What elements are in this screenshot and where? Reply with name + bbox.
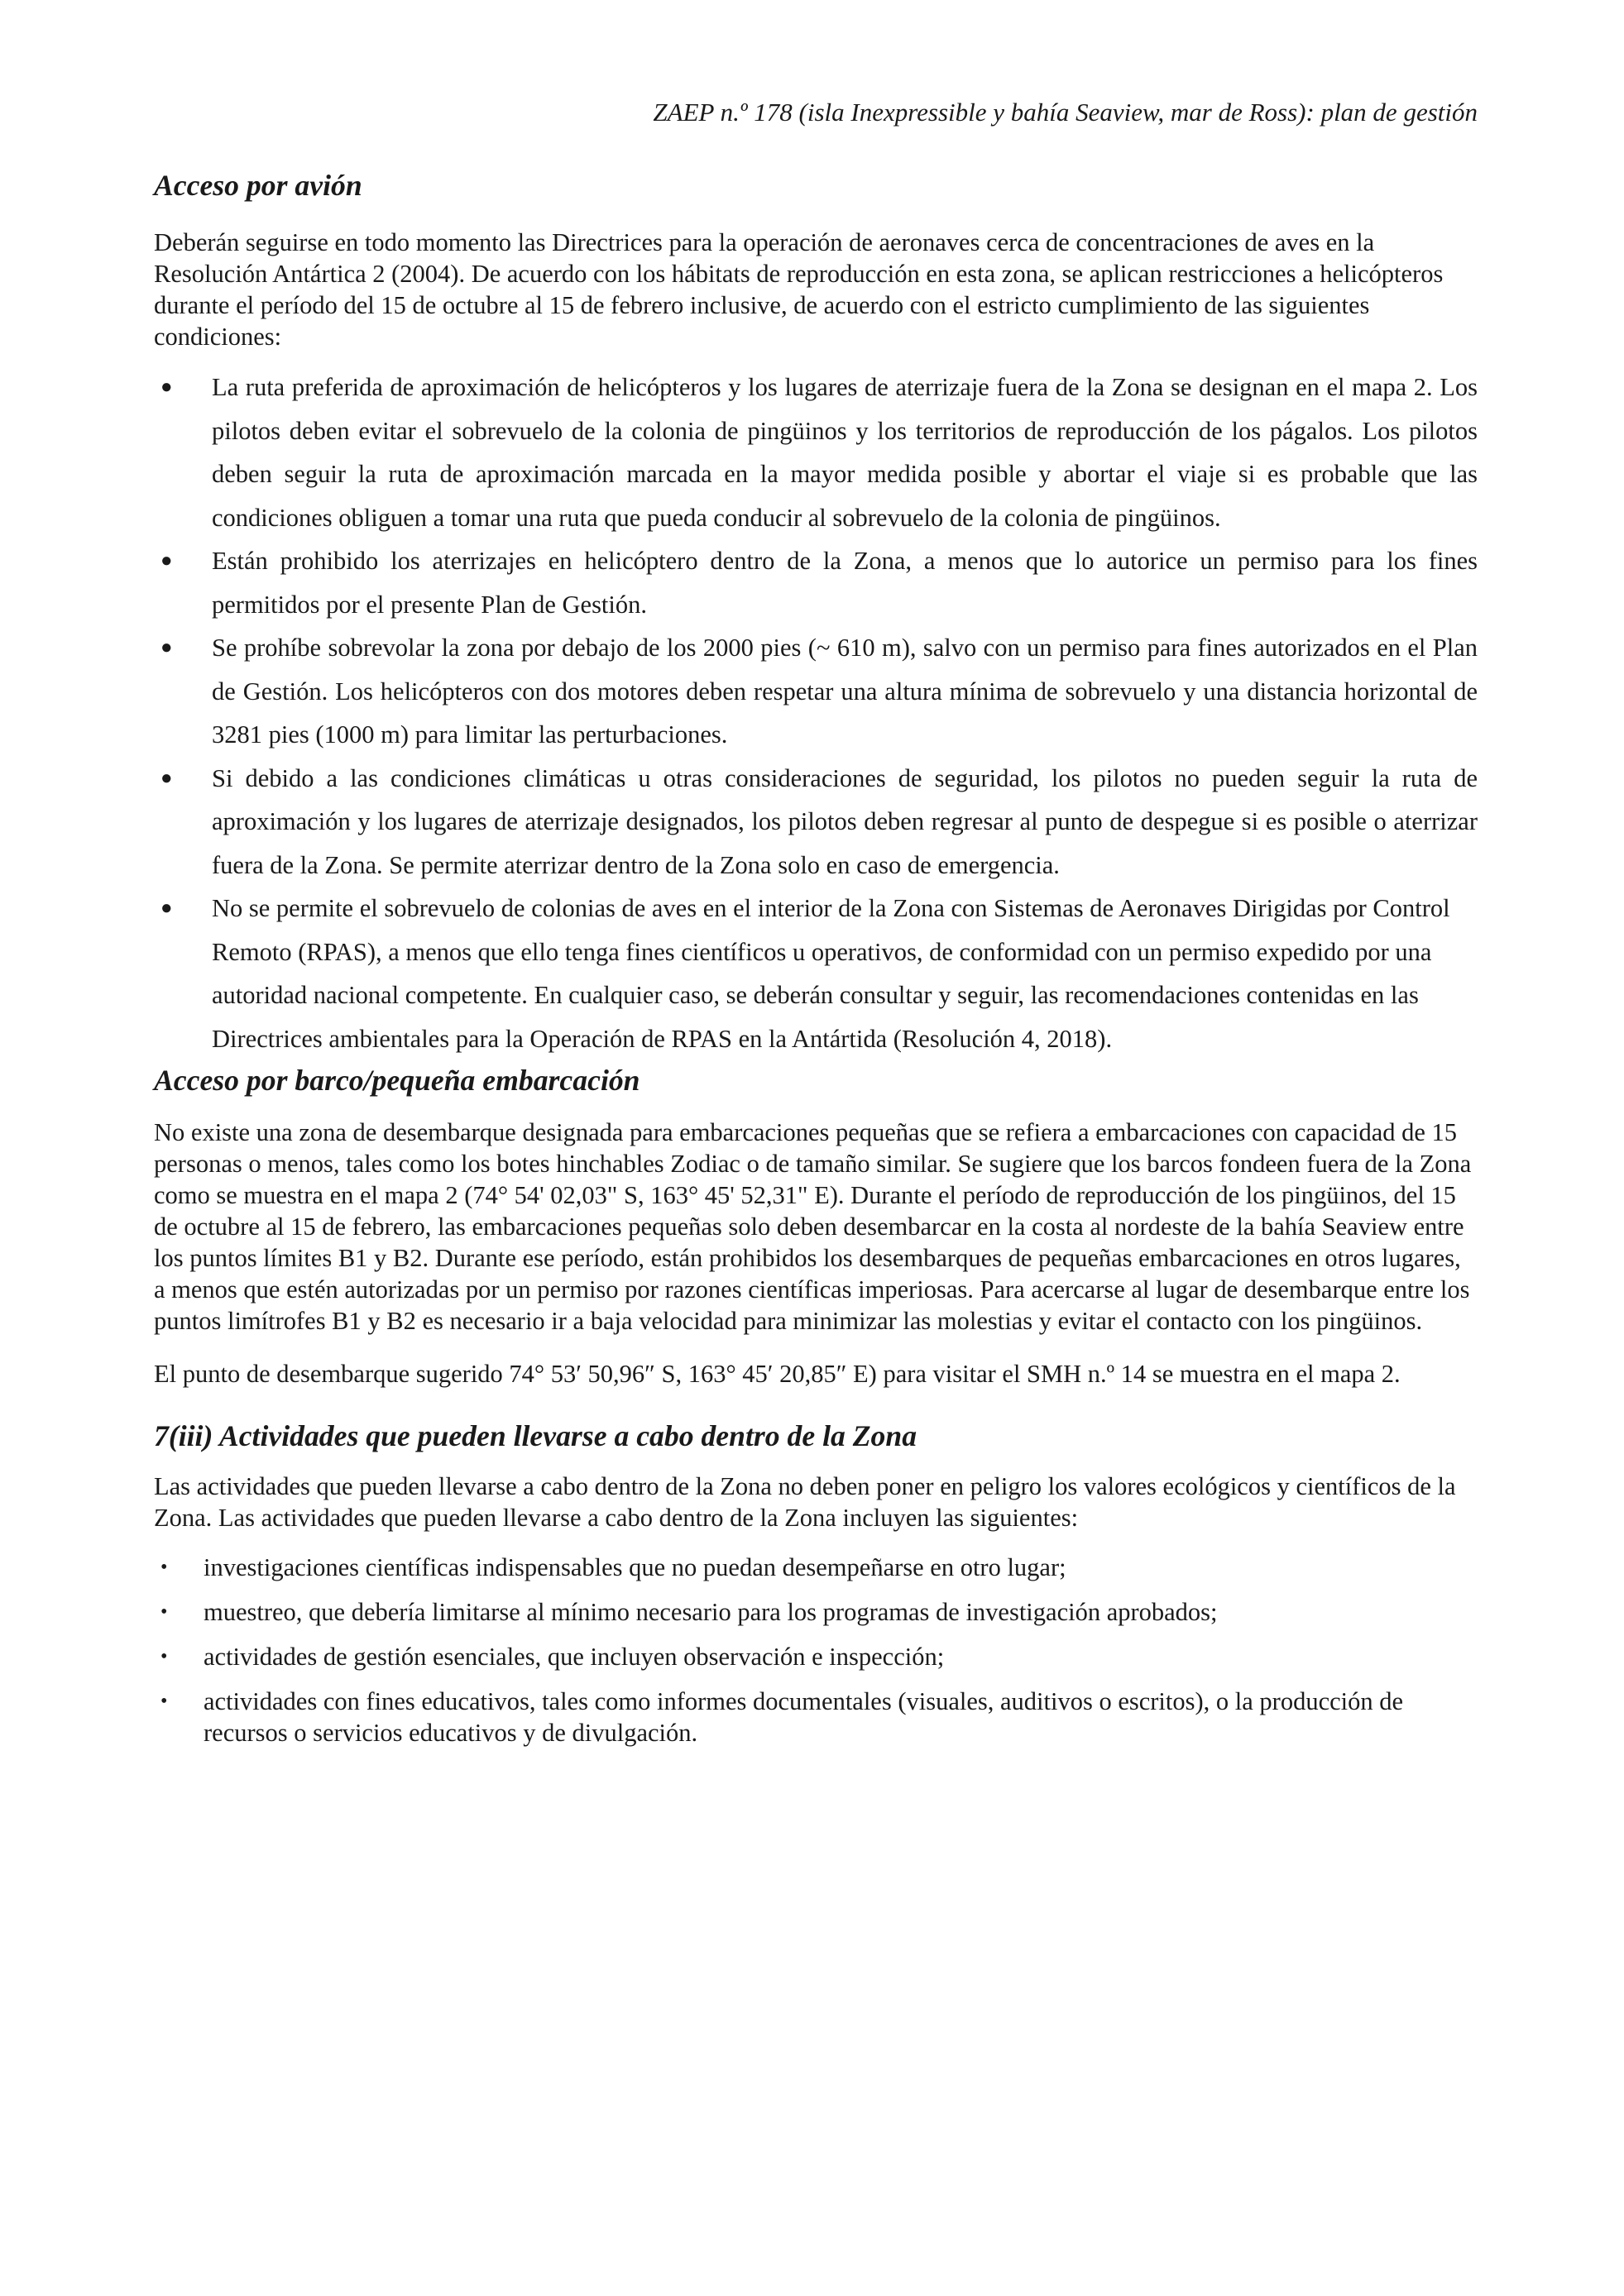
- air-access-conditions-list: [154, 366, 1478, 1060]
- list-item: [154, 757, 1478, 887]
- list-item: [154, 887, 1478, 1060]
- list-item: [154, 1552, 1478, 1583]
- list-item-text: No se permite el sobrevuelo de colonias de aves en el interior de la Zona con Sistemas de Aeronaves Dirigidas por Control Remoto (RPAS), a menos que ello tenga fines científicos u operativos, de conformidad con un permiso expedido por una autoridad nacional competente. En cualquier caso, se deberán consultar y seguir, las recomendaciones contenidas en las Directrices ambientales para la Operación de RPAS en la Antártida (Resolución 4, 2018).: [212, 894, 1450, 1053]
- page-content: [154, 169, 1478, 1762]
- boat-access-paragraph-2: El punto de desembarque sugerido 74° 53′ 50,96″ S, 163° 45′ 20,85″ E) para visitar el SMH n.º 14 se muestra en el mapa 2.: [154, 1360, 1401, 1388]
- bullet-icon: ●: [160, 376, 173, 398]
- bullet-icon: •: [160, 1601, 168, 1623]
- bullet-icon: •: [160, 1646, 168, 1667]
- list-item: [154, 626, 1478, 757]
- heading-activities: 7(iii) Actividades que pueden llevarse a cabo dentro de la Zona: [154, 1419, 917, 1452]
- list-item-text: muestreo, que debería limitarse al mínimo necesario para los programas de investigación aprobados;: [204, 1598, 1218, 1626]
- list-item: [154, 1596, 1478, 1628]
- list-item-text: La ruta preferida de aproximación de helicópteros y los lugares de aterrizaje fuera de la Zona se designan en el mapa 2. Los pilotos deben evitar el sobrevuelo de la colonia de pingüinos y los territorios de reproducción de los págalos. Los pilotos deben seguir la ruta de aproximación marcada en la mayor medida posible y abortar el viaje si es probable que las condiciones obliguen a tomar una ruta que pueda conducir al sobrevuelo de la colonia de pingüinos.: [212, 373, 1478, 532]
- boat-access-paragraph-1: No existe una zona de desembarque designada para embarcaciones pequeñas que se refiera a embarcaciones con capacidad de 15 personas o menos, tales como los botes hinchables Zodiac o de tamaño similar. Se sugiere que los barcos fondeen fuera de la Zona como se muestra en el mapa 2 (74° 54' 02,03" S, 163° 45' 52,31" E). Durante el período de reproducción de los pingüinos, del 15 de octubre al 15 de febrero, las embarcaciones pequeñas solo deben desembarcar en la costa al nordeste de la bahía Seaview entre los puntos límites B1 y B2. Durante ese período, están prohibidos los desembarques de pequeñas embarcaciones en otros lugares, a menos que estén autorizadas por un permiso por razones científicas imperiosas. Para acercarse al lugar de desembarque entre los puntos limítrofes B1 y B2 es necesario ir a baja velocidad para minimizar las molestias y evitar el contacto con los pingüinos.: [154, 1118, 1472, 1335]
- bullet-icon: •: [160, 1691, 168, 1712]
- bullet-icon: ●: [160, 637, 173, 658]
- heading-boat-access: Acceso por barco/pequeña embarcación: [154, 1064, 640, 1097]
- activities-intro: Las actividades que pueden llevarse a cabo dentro de la Zona no deben poner en peligro los valores ecológicos y científicos de la Zona. Las actividades que pueden llevarse a cabo dentro de la Zona incluyen las siguientes:: [154, 1472, 1456, 1532]
- list-item-text: investigaciones científicas indispensables que no puedan desempeñarse en otro lugar;: [204, 1553, 1066, 1581]
- bullet-icon: ●: [160, 550, 173, 572]
- list-item: [154, 1686, 1478, 1748]
- list-item-text: Están prohibido los aterrizajes en helicóptero dentro de la Zona, a menos que lo autorice un permiso para los fines permitidos por el presente Plan de Gestión.: [212, 547, 1478, 619]
- air-access-intro: Deberán seguirse en todo momento las Directrices para la operación de aeronaves cerca de concentraciones de aves en la Resolución Antártica 2 (2004). De acuerdo con los hábitats de reproducción en esta zona, se aplican restricciones a helicópteros durante el período del 15 de octubre al 15 de febrero inclusive, de acuerdo con el estricto cumplimiento de las siguientes condiciones:: [154, 228, 1444, 351]
- bullet-icon: ●: [160, 767, 173, 789]
- list-item: [154, 539, 1478, 626]
- list-item: [154, 1641, 1478, 1672]
- running-header: ZAEP n.º 178 (isla Inexpressible y bahía Seaview, mar de Ross): plan de gestión: [653, 98, 1478, 127]
- heading-air-access: Acceso por avión: [154, 169, 362, 202]
- list-item-text: actividades de gestión esenciales, que incluyen observación e inspección;: [204, 1643, 945, 1671]
- activities-list: [154, 1552, 1478, 1748]
- list-item-text: actividades con fines educativos, tales como informes documentales (visuales, auditivos o escritos), o la producción de recursos o servicios educativos y de divulgación.: [204, 1687, 1404, 1747]
- bullet-icon: •: [160, 1557, 168, 1578]
- list-item-text: Se prohíbe sobrevolar la zona por debajo de los 2000 pies (~ 610 m), salvo con un permiso para fines autorizados en el Plan de Gestión. Los helicópteros con dos motores deben respetar una altura mínima de sobrevuelo y una distancia horizontal de 3281 pies (1000 m) para limitar las perturbaciones.: [212, 634, 1478, 749]
- list-item-text: Si debido a las condiciones climáticas u otras consideraciones de seguridad, los pilotos no pueden seguir la ruta de aproximación y los lugares de aterrizaje designados, los pilotos deben regresar al punto de despegue si es posible o aterrizar fuera de la Zona. Se permite aterrizar dentro de la Zona solo en caso de emergencia.: [212, 763, 1478, 879]
- bullet-icon: ●: [160, 897, 173, 919]
- list-item: [154, 366, 1478, 539]
